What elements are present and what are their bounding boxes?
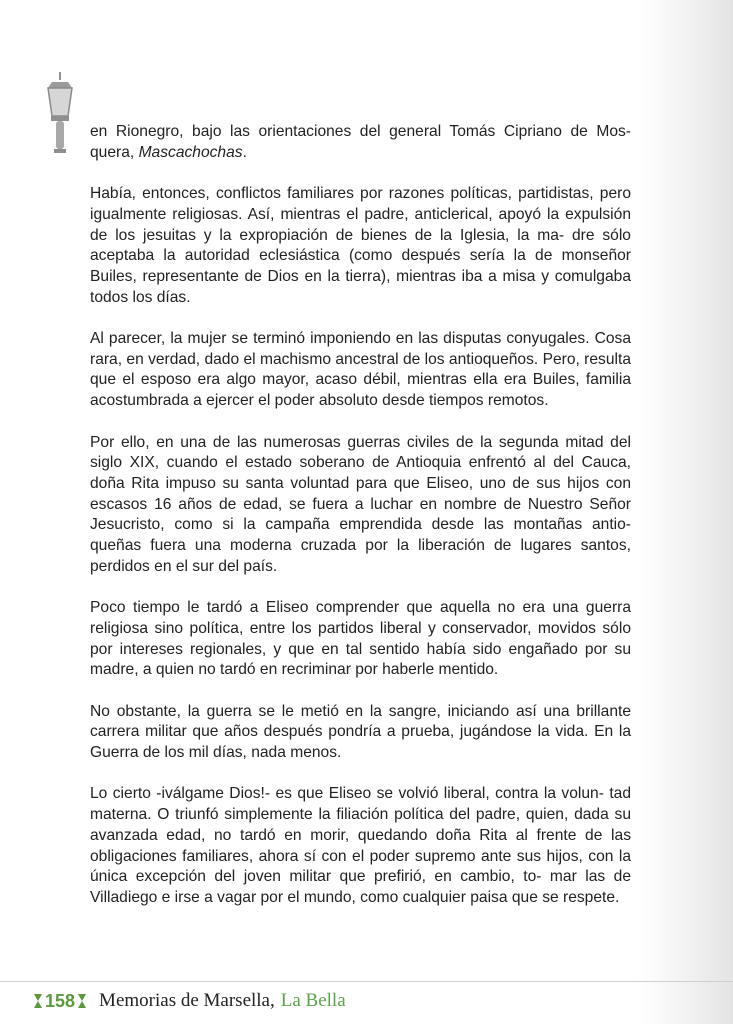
italic-phrase: Mascachochas: [138, 143, 243, 161]
paragraph: Había, entonces, conflictos familiares por razones políticas, partidistas, pero igualmente religiosas. Así, mientras el padre, anticlerical, apoyó la expulsión de los jesuitas y la expropiación de bienes de la Iglesia, la ma- dre sólo aceptaba la autoridad eclesiástica (como después sería la de monseñor Builes, representante de Dios en la tierra), mientras iba a misa y comulgaba todos los días.: [90, 185, 631, 306]
page-footer: [33, 990, 346, 1012]
street-lamp-icon: [38, 70, 82, 154]
page-edge-shadow: [638, 0, 733, 1024]
hourglass-icon: [77, 993, 87, 1009]
paragraph: en Rionegro, bajo las orientaciones del general Tomás Cipriano de Mos- quera, Mascachochas.: [90, 123, 631, 161]
page-number: 158: [45, 990, 76, 1011]
paragraph: Poco tiempo le tardó a Eliseo comprender que aquella no era una guerra religiosa sino política, entre los partidos liberal y conservador, movidos sólo por intereses regionales, y que en tal sentido había sido engañado por su madre, a quien no tardó en recriminar por haberle mentido.: [90, 599, 631, 679]
book-title: Memorias de Marsella,: [99, 990, 275, 1011]
body-text: [90, 122, 631, 929]
paragraph: Por ello, en una de las numerosas guerras civiles de la segunda mitad del siglo XIX, cuando el estado soberano de Antioquia enfrentó al del Cauca, doña Rita impuso su santa voluntad para que Eliseo, uno de sus hijos con escasos 16 años de edad, se fuera a luchar en nombre de Nuestro Señor Jesucristo, como si la campaña emprendida desde las montañas antio- queñas fuera una moderna cruzada por la liberación de lugares santos, perdidos en el sur del país.: [90, 433, 631, 575]
paragraph: Al parecer, la mujer se terminó imponiendo en las disputas conyugales. Cosa rara, en verdad, dado el machismo ancestral de los antioqueños. Pero, resulta que el esposo era algo mayor, acaso débil, mientras ella era Builes, familia acostumbrada a ejercer el poder absoluto desde tiempos remotos.: [90, 330, 631, 410]
footer-divider: [0, 981, 733, 982]
paragraph: No obstante, la guerra se le metió en la sangre, iniciando así una brillante carrera militar que años después pondría a prueba, jugándose la vida. En la Guerra de los mil días, nada menos.: [90, 702, 631, 762]
book-subtitle: La Bella: [280, 990, 346, 1011]
hourglass-icon: [33, 993, 43, 1009]
paragraph: Lo cierto -iválgame Dios!- es que Eliseo se volvió liberal, contra la volun- tad materna. O triunfó simplemente la filiación política del padre, quien, dada su avanzada edad, no tardó en morir, quedando doña Rita al frente de las obligaciones familiares, ahora sí con el poder supremo ante sus hijos, con la única excepción del joven militar que prefirió, en cambio, to- mar las de Villadiego e irse a vagar por el mundo, como cualquier paisa que se respete.: [90, 785, 631, 906]
